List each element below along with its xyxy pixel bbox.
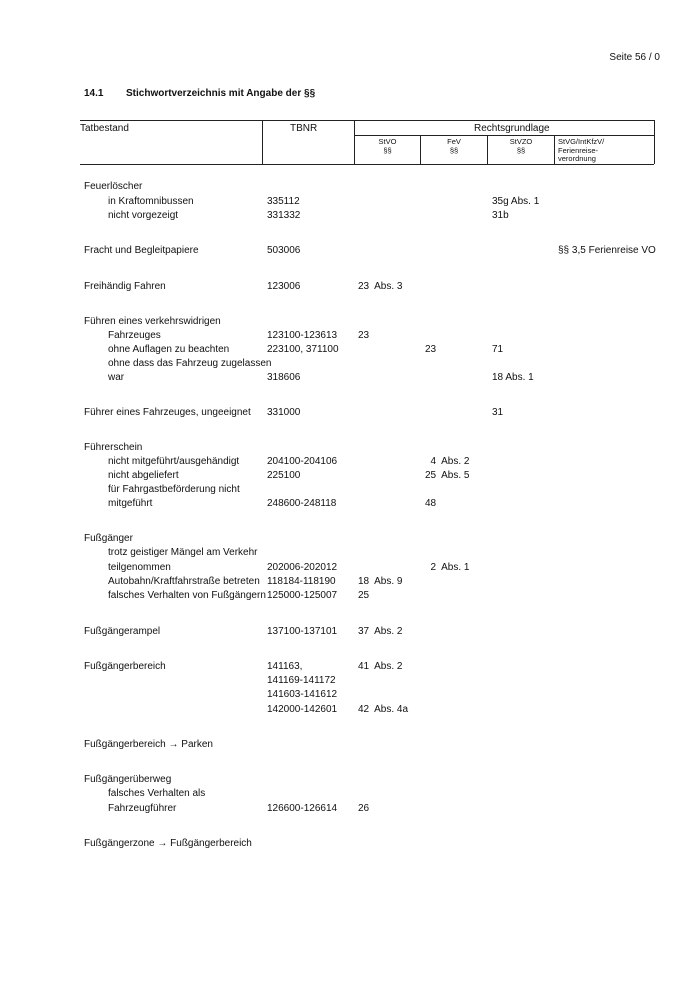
entry-tbnr: 142000-142601 [267, 704, 338, 715]
entry-fev: 23 [425, 344, 437, 355]
entry-fev: 48 [425, 498, 437, 509]
entry-tbnr: 204100-204106 [267, 456, 338, 467]
entry-tbnr: 118184-118190 [267, 576, 336, 587]
entry-tbnr: 335112 [267, 196, 300, 207]
entry-tatbestand: Fahrzeugführer [108, 803, 177, 814]
entry-tatbestand: ohne dass das Fahrzeug zugelassen [108, 358, 272, 369]
header-tbnr: TBNR [290, 123, 318, 134]
entry-tatbestand: Fußgängerampel [84, 626, 161, 637]
entry-tatbestand: ohne Auflagen zu beachten [108, 344, 230, 355]
entry-tatbestand: Fußgängerzone → Fußgängerbereich [84, 838, 252, 849]
entry-fev: 4 Abs. 2 [425, 456, 470, 467]
entry-stvo: 42 Abs. 4a [358, 704, 409, 715]
entry-tatbestand: in Kraftomnibussen [108, 196, 194, 207]
entry-tatbestand: Fußgänger [84, 533, 133, 544]
entry-tatbestand: nicht mitgeführt/ausgehändigt [108, 456, 240, 467]
entry-stvzo: 18 Abs. 1 [492, 372, 534, 383]
entry-tbnr: 123006 [267, 281, 301, 292]
header-rechtsgrundlage: Rechtsgrundlage [474, 123, 550, 134]
section-title: Stichwortverzeichnis mit Angabe der §§ [126, 88, 316, 99]
entry-tbnr: 125000-125007 [267, 590, 338, 601]
entry-tbnr: 141169-141172 [267, 675, 336, 686]
entry-tbnr: 202006-202012 [267, 562, 338, 573]
entry-tatbestand: Fracht und Begleitpapiere [84, 245, 199, 256]
entry-stvo: 18 Abs. 9 [358, 576, 403, 587]
entry-stvo: 23 [358, 330, 370, 341]
entry-tatbestand: war [108, 372, 125, 383]
entry-stvo: 41 Abs. 2 [358, 661, 403, 672]
entry-tatbestand: nicht abgeliefert [108, 470, 179, 481]
entry-tbnr: 126600-126614 [267, 803, 338, 814]
entry-stvo: 26 [358, 803, 370, 814]
entry-tbnr: 503006 [267, 245, 301, 256]
entry-tatbestand: Fußgängerbereich → Parken [84, 739, 213, 750]
entry-stvzo: 71 [492, 344, 504, 355]
entry-tatbestand: nicht vorgezeigt [108, 210, 179, 221]
header-fev: FeV §§ [447, 137, 461, 155]
entry-tatbestand: Führen eines verkehrswidrigen [84, 316, 221, 327]
entry-tatbestand: teilgenommen [108, 562, 171, 573]
entry-tatbestand: trotz geistiger Mängel am Verkehr [108, 547, 258, 558]
entry-tatbestand: Autobahn/Kraftfahrstraße betreten [108, 576, 260, 587]
entry-tatbestand: Fußgängerbereich [84, 661, 166, 672]
entry-stvo: 23 Abs. 3 [358, 281, 403, 292]
entry-tatbestand: Feuerlöscher [84, 181, 143, 192]
entry-tbnr: 141603-141612 [267, 689, 338, 700]
entry-tatbestand: für Fahrgastbeförderung nicht [108, 484, 240, 495]
entry-tbnr: 141163, [267, 661, 303, 672]
entry-stvzo: 35g Abs. 1 [492, 196, 540, 207]
header-stvzo: StVZO §§ [509, 137, 533, 155]
entry-stvg: §§ 3,5 Ferienreise VO [558, 245, 656, 256]
entry-tatbestand: Freihändig Fahren [84, 281, 166, 292]
entry-stvo: 25 [358, 590, 370, 601]
entry-fev: 25 Abs. 5 [425, 470, 470, 481]
entry-stvzo: 31 [492, 407, 504, 418]
entry-fev: 2 Abs. 1 [425, 562, 470, 573]
entry-tbnr: 137100-137101 [267, 626, 338, 637]
entry-tatbestand: falsches Verhalten von Fußgängern [108, 590, 266, 601]
entry-stvo: 37 Abs. 2 [358, 626, 403, 637]
entry-tbnr: 331000 [267, 407, 301, 418]
entry-tbnr: 223100, 371100 [267, 344, 339, 355]
header-tatbestand: Tatbestand [80, 123, 129, 134]
entry-tatbestand: Fahrzeuges [108, 330, 161, 341]
page-number: Seite 56 / 0 [609, 52, 660, 63]
header-stvo: StVO §§ [378, 137, 397, 155]
entry-tatbestand: mitgeführt [108, 498, 153, 509]
entry-tatbestand: falsches Verhalten als [108, 788, 206, 799]
header-stvg: StVG/IntKfzV/ Ferienreise- verordnung [558, 137, 605, 163]
entry-tatbestand: Fußgängerüberweg [84, 774, 172, 785]
entry-tatbestand: Führer eines Fahrzeuges, ungeeignet [84, 407, 251, 418]
entry-tatbestand: Führerschein [84, 442, 143, 453]
entry-tbnr: 318606 [267, 372, 301, 383]
section-number: 14.1 [84, 88, 104, 99]
entry-tbnr: 331332 [267, 210, 301, 221]
entry-tbnr: 225100 [267, 470, 301, 481]
entry-stvzo: 31b [492, 210, 509, 221]
entry-tbnr: 248600-248118 [267, 498, 337, 509]
entry-tbnr: 123100-123613 [267, 330, 338, 341]
